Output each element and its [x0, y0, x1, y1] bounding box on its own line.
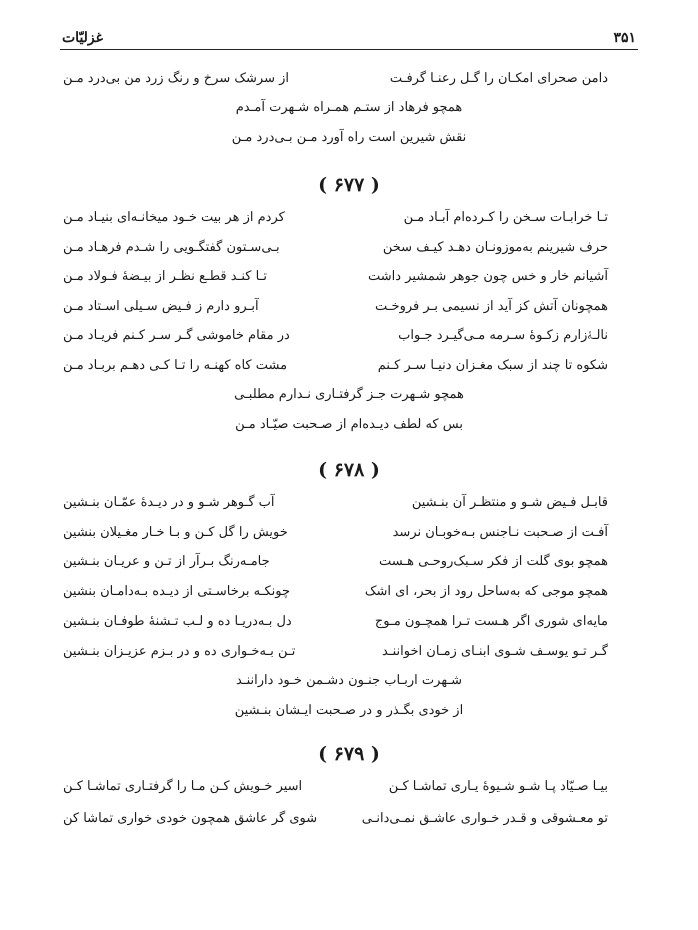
first-hemistich: گـر تـو یوسـف شـوی ابنـای زمـان اخواننـد: [382, 643, 608, 659]
couplet: [63, 577, 608, 605]
poem-number: ( ۶۷۹ ): [318, 743, 380, 765]
closing-line: همچو شـهرت جـز گرفتـاری نـدارم مطلبـی: [234, 387, 464, 402]
couplet: [63, 547, 608, 575]
first-hemistich: قابـل فـیض شـو و منتظـر آن بنـشین: [411, 494, 608, 510]
first-hemistich: حرف شیرینم به‌موزونـان دهـد کیـف سخن: [382, 239, 608, 255]
poem-number: ( ۶۷۸ ): [318, 459, 380, 481]
second-hemistich: مشت کاه کهنـه را تـا کـی دهـم بربـاد مـن: [63, 357, 288, 373]
first-hemistich: نالـﮥزارم زکـوهٔ سـرمه مـی‌گیـرد جـواب: [398, 327, 608, 343]
couplet: [63, 607, 608, 635]
first-hemistich: همچو بوی گلت از فکر سـبک‌روحـی هـست: [378, 553, 608, 569]
second-hemistich: شوی گر عاشق همچون خودی خواری تماشا کن: [63, 810, 318, 826]
second-hemistich: آبـرو دارم ز فـیض سـیلی اسـتاد مـن: [63, 298, 259, 314]
page-number: ۳۵۱: [613, 30, 636, 46]
second-hemistich: تـن بـه‌خـواری ده و در بـزم عزیـزان بنـشین: [63, 643, 296, 659]
second-hemistich: کردم از هر بیت خـود میخانـه‌ای بنیـاد مـن: [63, 209, 285, 225]
first-hemistich: شکوه تا چند از سبک مغـزان دنیـا سـر کـنم: [377, 357, 608, 373]
couplet: [63, 351, 608, 379]
couplet: [63, 233, 608, 261]
header-rule: [60, 49, 638, 50]
closing-line: بس که لطف دیـده‌ام از صـحبت صیّـاد مـن: [235, 417, 463, 432]
first-hemistich: تو معـشوقی و قـدر خـواری عاشـق نمـی‌دانـی: [361, 810, 608, 826]
couplet: [63, 637, 608, 665]
running-head: [62, 20, 636, 46]
couplet: [63, 262, 608, 290]
first-hemistich: تـا خرابـات سـخن را کـرده‌ام آبـاد مـن: [403, 209, 608, 225]
second-hemistich: تـا کنـد قطـع نظـر از بیـضهٔ فـولاد مـن: [63, 268, 268, 284]
first-hemistich: آفـت از صـحبت نـاجنس بـه‌خوبـان نرسد: [392, 524, 608, 540]
first-hemistich: بیـا صـیّاد پـا شـو شـیوهٔ یـاری تماشـا کـن: [388, 778, 608, 794]
couplet: [63, 292, 608, 320]
second-hemistich: در مقام خاموشی گـر سـر کـنم فریـاد مـن: [63, 327, 290, 343]
couplet: [63, 321, 608, 349]
second-hemistich: جامـه‌رنگ بـرآر از تـن و عریـان بنـشین: [63, 553, 270, 569]
couplet: [63, 518, 608, 546]
second-hemistich: بـی‌سـتون گفتگـویی را شـدم فرهـاد مـن: [63, 239, 280, 255]
couplet: [63, 804, 608, 832]
poem-number: ( ۶۷۷ ): [318, 174, 380, 196]
section-title: غزلیّات: [62, 30, 103, 46]
first-hemistich: آشیانم خار و خس چون جوهر شمشیر داشت: [368, 268, 608, 284]
second-hemistich: از سرشک سرخ و رنگ زرد من بی‌درد مـن: [63, 70, 289, 86]
closing-line: نقش شیرین است راه آورد مـن بـی‌درد مـن: [231, 130, 467, 145]
first-hemistich: همچو موجی که به‌ساحل رود از بحر، ای اشک: [364, 583, 608, 599]
second-hemistich: آب گـوهر شـو و در دیـدهٔ عمّـان بنـشین: [63, 494, 275, 510]
second-hemistich: اسیر خـویش کـن مـا را گرفتـاری تماشـا کـن: [63, 778, 303, 794]
first-hemistich: مایه‌ای شوری اگر هـست تـرا همچـون مـوج: [374, 613, 608, 629]
couplet: [63, 64, 608, 92]
couplet: [63, 203, 608, 231]
first-hemistich: دامن صحرای امکـان را گـل رعنـا گرفـت: [389, 70, 608, 86]
couplet: [63, 772, 608, 800]
closing-line: شـهرت اربـاب جنـون دشـمن خـود داراننـد: [235, 673, 463, 688]
second-hemistich: خویش را گل کـن و بـا خـار مغـیلان بنشین: [63, 524, 288, 540]
first-hemistich: همچونان آتش کز آید از نسیمی بـر فروخـت: [374, 298, 608, 314]
second-hemistich: دل بـه‌دریـا ده و لـب تـشنهٔ طوفـان بنـشین: [63, 613, 292, 629]
second-hemistich: چونکـه برخاسـتی از دیـده بـه‌دامـان بنشین: [63, 583, 291, 599]
closing-line: از خودی بگـذر و در صـحبت ایـشان بنـشین: [234, 703, 464, 718]
closing-line: همچو فرهاد از ستـم همـراه شـهرت آمـدم: [235, 100, 463, 115]
couplet: [63, 488, 608, 516]
